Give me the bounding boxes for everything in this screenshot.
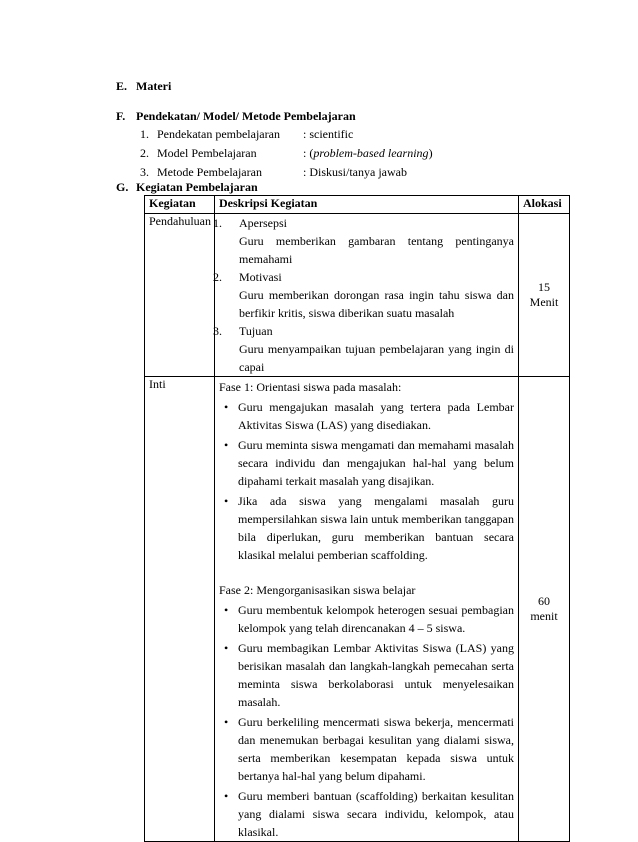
- bullet-icon: •: [224, 400, 229, 414]
- table-header-row: [145, 196, 570, 214]
- pendekatan-item: 1. Pendekatan pembelajaran : scientific: [140, 127, 354, 141]
- cell-alokasi-pendahuluan: 15 Menit: [519, 214, 570, 377]
- list-item: 3. Tujuan Guru menyampaikan tujuan pembelajaran yang ingin di capai: [213, 324, 514, 374]
- bullet-icon: •: [224, 438, 229, 452]
- bullet-icon: •: [224, 641, 229, 655]
- cell-kegiatan-pendahuluan: Pendahuluan: [145, 214, 215, 377]
- pendekatan-item: 2. Model Pembelajaran : (problem-based learning): [140, 146, 433, 160]
- section-f-heading: F. Pendekatan/ Model/ Metode Pembelajaran: [116, 109, 356, 123]
- header-kegiatan: Kegiatan: [145, 196, 215, 214]
- list-item: 2. Motivasi Guru memberikan dorongan rasa ingin tahu siswa dan berfikir kritis, siswa diberikan suatu masalah: [213, 270, 514, 320]
- bullet-icon: •: [224, 494, 229, 508]
- cell-deskripsi-inti: [215, 377, 519, 842]
- section-e-heading: E. Materi: [116, 79, 172, 93]
- list-item: • Guru meminta siswa mengamati dan memahami masalah secara individu dan mengajukan hal-hal yang belum dipahami terkait masalah yang disajikan.: [224, 438, 514, 488]
- bullet-icon: •: [224, 715, 229, 729]
- fase-2-title: Fase 2: Mengorganisasikan siswa belajar: [219, 583, 416, 597]
- table-row-inti: [145, 377, 570, 842]
- cell-deskripsi-pendahuluan: [215, 214, 519, 377]
- fase-1-title: Fase 1: Orientasi siswa pada masalah:: [219, 380, 402, 394]
- list-item: • Guru mengajukan masalah yang tertera pada Lembar Aktivitas Siswa (LAS) yang disediakan.: [224, 400, 514, 432]
- cell-alokasi-inti: 60 menit: [519, 377, 570, 842]
- kegiatan-table: [144, 195, 570, 842]
- section-g-heading: G. Kegiatan Pembelajaran: [116, 180, 258, 194]
- pendekatan-item: 3. Metode Pembelajaran : Diskusi/tanya jawab: [140, 165, 407, 179]
- pendekatan-list: [140, 127, 433, 184]
- list-item: • Guru berkeliling mencermati siswa bekerja, mencermati dan menemukan berbagai kesulitan yang dialami siswa, serta memberikan kesempatan kepada siswa untuk bertanya hal-hal yang belum dipahami.: [224, 715, 514, 783]
- bullet-icon: •: [224, 789, 229, 803]
- list-item: 1. Apersepsi Guru memberikan gambaran tentang pentinganya memahami: [213, 216, 514, 266]
- header-alokasi: Alokasi: [519, 196, 570, 214]
- list-item: • Guru memberi bantuan (scaffolding) berkaitan kesulitan yang dialami siswa secara individu, kelompok, atau klasikal.: [224, 789, 514, 839]
- header-deskripsi: Deskripsi Kegiatan: [215, 196, 519, 214]
- list-item: • Guru membentuk kelompok heterogen sesuai pembagian kelompok yang telah direncanakan 4 – 5 siswa.: [224, 603, 514, 635]
- list-item: • Guru membagikan Lembar Aktivitas Siswa (LAS) yang berisikan masalah dan langkah-langkah pemecahan serta meminta siswa berkolaborasi untuk menyelesaikan masalah.: [224, 641, 514, 709]
- bullet-icon: •: [224, 603, 229, 617]
- table-row-pendahuluan: [145, 214, 570, 377]
- cell-kegiatan-inti: Inti: [145, 377, 215, 842]
- list-item: • Jika ada siswa yang mengalami masalah guru mempersilahkan siswa lain untuk memberikan tanggapan bila diperlukan, guru memberikan bantuan secara klasikal melalui pemberian scaffolding.: [224, 494, 514, 562]
